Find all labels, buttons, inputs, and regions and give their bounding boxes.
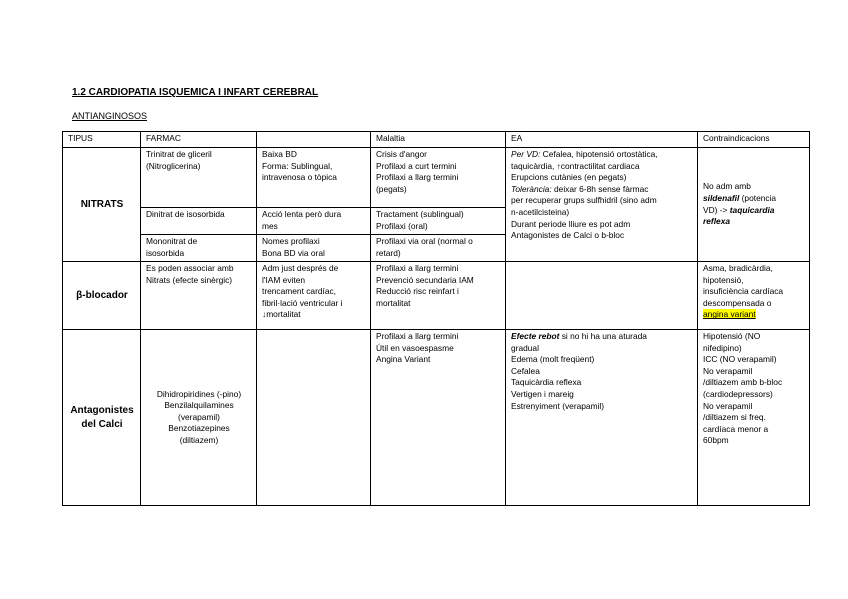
- header-contraindicacions: Contraindicacions: [698, 132, 810, 148]
- cell-line: Hipotensió (NO: [703, 331, 761, 341]
- cell-line: Vertigen i mareig: [511, 388, 574, 399]
- desc-cell: [257, 208, 371, 235]
- cell-line: No verapamil: [703, 400, 753, 411]
- cell-line: Adm just després de: [262, 263, 339, 273]
- cell-line: insuficiència cardíaca: [703, 286, 784, 297]
- cell-line: Profilaxi a llarg termini: [376, 263, 459, 273]
- cell-line: fibril·lació ventricular i: [262, 297, 343, 308]
- cell-line: Taquicàrdia reflexa: [511, 377, 582, 388]
- farmac-cell: [141, 208, 257, 235]
- cell-line: No adm amb: [703, 181, 751, 192]
- header-blank: [257, 132, 371, 148]
- header-malaltia: Malaltia: [371, 132, 506, 148]
- cell-line: ↓mortalitat: [262, 309, 301, 320]
- drug-name: sildenafil: [703, 192, 740, 203]
- section-subtitle: ANTIANGINOSOS: [72, 111, 148, 121]
- cell-line: Dinitrat de isosorbida: [146, 209, 225, 219]
- cell-line: [511, 184, 693, 196]
- header-tipus: TIPUS: [63, 132, 141, 148]
- section-title: 1.2 CARDIOPATIA ISQUEMICA I INFART CEREBRAL: [72, 87, 319, 98]
- contra-text: VD) ->: [703, 204, 730, 215]
- cell-line: Mononitrat de: [146, 236, 198, 246]
- cell-line: Útil en vasoespasme: [376, 342, 454, 353]
- tipus-b-blocador: β-blocador: [63, 262, 141, 330]
- cell-line: nifedipino): [703, 342, 742, 353]
- cell-line: mortalitat: [376, 297, 411, 308]
- cell-line: Profilaxi (oral): [376, 220, 428, 231]
- ea-text: Cefalea, hipotensió ortostàtica,: [540, 149, 658, 159]
- cell-line: [703, 205, 805, 217]
- cell-line: Edema (molt freqüent): [511, 354, 595, 365]
- cell-line: /diltiazem si freq.: [703, 412, 766, 423]
- cell-line: [511, 149, 693, 161]
- cell-line: Crisis d'angor: [376, 149, 427, 159]
- cell-line: Benzilalquilamines: [164, 400, 234, 411]
- ea-label: Efecte rebot: [511, 331, 560, 341]
- contra-emphasis: reflexa: [703, 216, 731, 227]
- cell-line: Baixa BD: [262, 149, 297, 159]
- highlighted-text: angina variant: [703, 309, 756, 320]
- cell-line: mes: [262, 220, 278, 231]
- cell-line: Antagonistes: [70, 404, 134, 416]
- cell-line: cardíaca menor a: [703, 423, 769, 434]
- farmac-cell: [141, 148, 257, 208]
- ea-cell: [506, 262, 698, 330]
- ea-label: Per VD:: [511, 149, 541, 159]
- contra-nitrats-cell: [698, 148, 810, 262]
- desc-cell: [257, 262, 371, 330]
- cell-line: Profilaxi a llarg termini: [376, 331, 459, 341]
- desc-cell: [257, 148, 371, 208]
- cell-line: Profilaxi a curt termini: [376, 160, 457, 171]
- ea-text: deixar 6-8h sense fàrmac: [551, 183, 649, 194]
- malaltia-cell: [371, 330, 506, 506]
- cell-line: l'IAM eviten: [262, 274, 306, 285]
- malaltia-cell: [371, 235, 506, 262]
- contra-cell: [698, 262, 810, 330]
- cell-line: Estrenyiment (verapamil): [511, 400, 605, 411]
- malaltia-cell: [371, 208, 506, 235]
- cell-line: n-acetilcisteina): [511, 206, 570, 217]
- cell-line: Prevenció secundaria IAM: [376, 274, 474, 285]
- cell-line: Forma: Sublingual,: [262, 160, 333, 171]
- cell-line: (verapamil): [178, 411, 220, 422]
- table-row: [63, 330, 810, 506]
- contra-cell: [698, 330, 810, 506]
- cell-line: trencament cardíac,: [262, 286, 337, 297]
- farmac-cell: [141, 330, 257, 506]
- ea-text: si no hi ha una aturada: [559, 331, 647, 341]
- cell-line: per recuperar grups sulfhidril (sino adm: [511, 195, 657, 206]
- cell-line: (pegats): [376, 183, 407, 194]
- cell-line: del Calci: [81, 418, 123, 430]
- cell-line: Benzotiazepines: [168, 423, 230, 434]
- cell-line: (Nitroglicerina): [146, 160, 201, 171]
- cell-line: gradual: [511, 342, 539, 353]
- ea-nitrats-cell: [506, 148, 698, 262]
- malaltia-cell: [371, 148, 506, 208]
- tipus-nitrats: NITRATS: [63, 148, 141, 262]
- cell-line: Asma, bradicàrdia,: [703, 263, 773, 273]
- ea-label: Tolerància:: [511, 183, 552, 194]
- cell-line: (cardiodepressors): [703, 388, 773, 399]
- farmac-cell: [141, 235, 257, 262]
- cell-line: 60bpm: [703, 435, 729, 446]
- cell-line: Profilaxi via oral (normal o: [376, 236, 473, 246]
- cell-line: /diltiazem amb b-bloc: [703, 377, 783, 388]
- desc-cell: [257, 235, 371, 262]
- farmac-cell: [141, 262, 257, 330]
- cell-line: hipotensió,: [703, 274, 744, 285]
- table-row: [63, 262, 810, 330]
- cell-line: Dihidropiridines (-pino): [156, 388, 242, 399]
- ea-cell: [506, 330, 698, 506]
- cell-line: [703, 193, 805, 205]
- table-row: [63, 148, 810, 208]
- contra-text: (potencia: [739, 192, 777, 203]
- cell-line: [511, 331, 693, 343]
- cell-line: isosorbida: [146, 247, 185, 258]
- cell-line: Es poden associar amb: [146, 263, 234, 273]
- tipus-antagonistes-calci: [63, 330, 141, 506]
- cell-line: Erupcions cutànies (en pegats): [511, 172, 627, 183]
- cell-line: Durant periode lliure es pot adm: [511, 218, 631, 229]
- cell-line: retard): [376, 247, 401, 258]
- cell-line: [703, 309, 805, 321]
- cell-line: Antagonistes de Calci o b-bloc: [511, 230, 625, 241]
- contra-emphasis: taquicardia: [729, 204, 775, 215]
- cell-line: taquicàrdia, ↑contractilitat cardiaca: [511, 160, 640, 171]
- cell-line: Bona BD via oral: [262, 247, 325, 258]
- cell-line: Angina Variant: [376, 354, 431, 365]
- cell-line: Tractament (sublingual): [376, 209, 464, 219]
- header-row: [63, 132, 810, 148]
- cell-line: intravenosa o tòpica: [262, 172, 337, 183]
- cell-line: Cefalea: [511, 365, 540, 376]
- cell-line: Nomes profilaxi: [262, 236, 320, 246]
- cell-line: Acció lenta però dura: [262, 209, 342, 219]
- cell-line: Profilaxi a llarg termini: [376, 172, 459, 183]
- antianginosos-table: [62, 131, 810, 506]
- malaltia-cell: [371, 262, 506, 330]
- header-ea: EA: [506, 132, 698, 148]
- cell-line: No verapamil: [703, 365, 753, 376]
- cell-line: (diltiazem): [179, 434, 219, 445]
- cell-line: ICC (NO verapamil): [703, 354, 777, 365]
- header-farmac: FARMAC: [141, 132, 257, 148]
- desc-cell: [257, 330, 371, 506]
- cell-line: Reducció risc reinfart i: [376, 286, 459, 297]
- cell-line: Trinitrat de gliceril: [146, 149, 212, 159]
- cell-line: descompensada o: [703, 297, 772, 308]
- cell-line: Nitrats (efecte sinèrgic): [146, 274, 233, 285]
